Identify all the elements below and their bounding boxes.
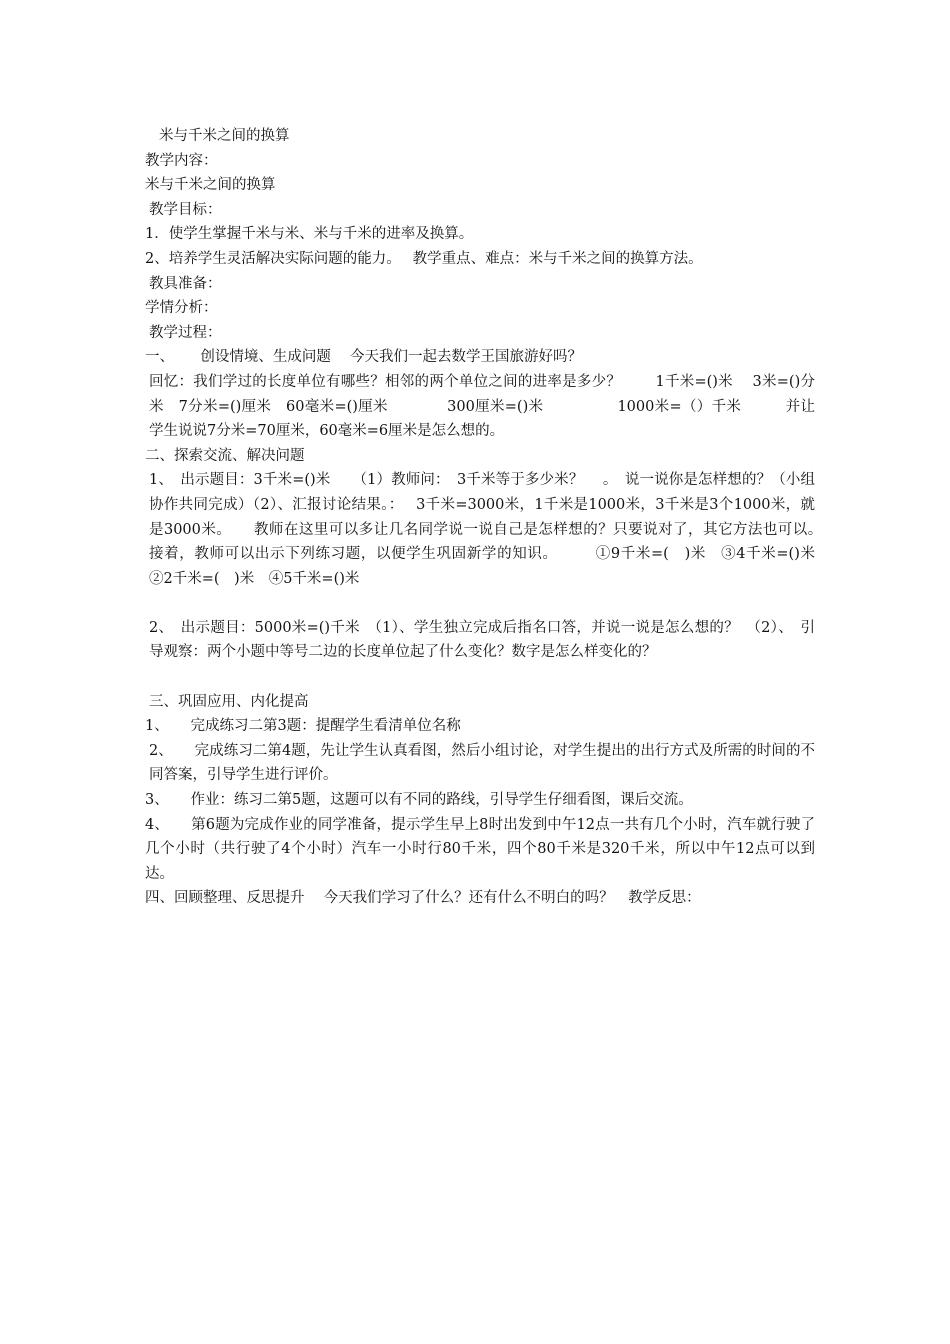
section-2-question-1: 1、 出示题目：3千米=()米 （1）教师问： 3千米等于多少米？ 。 说一说你是怎样想的？（小组协作共同完成）（2）、汇报讨论结果。： 3千米=3000米，1千米是1000米，3千米是3个1000米，就是3000米。 教师在这里可以多让几名同学说一说自己是怎样想的？只要说对了，其它方法也可以。 接着，教师可以出示下列练习题，以便学生巩固新学的知识。 ①9千米=( )米 ③4千米=()米 ②2千米=( )米 ④5千米=()米 bbox=[149, 472, 859, 587]
blank-line bbox=[145, 665, 815, 690]
section-3-item-3: 3、 作业：练习二第5题，这题可以有不同的路线，引导学生仔细看图，课后交流。 bbox=[145, 792, 693, 809]
label-learning-analysis: 学情分析： bbox=[145, 300, 218, 317]
blank-line bbox=[145, 591, 815, 616]
section-3-item-2: 2、 完成练习二第4题，先让学生认真看图，然后小组讨论，对学生提出的出行方式及所需的时间的不同答案，引导学生进行评价。 bbox=[149, 742, 815, 784]
section-3-item-1: 1、 完成练习二第3题：提醒学生看清单位名称 bbox=[145, 718, 461, 735]
teaching-content-text: 米与千米之间的换算 bbox=[145, 177, 276, 194]
document-title: 米与千米之间的换算 bbox=[159, 128, 290, 144]
section-3-heading: 三、巩固应用、内化提高 bbox=[149, 693, 309, 710]
section-4-line: 四、回顾整理、反思提升 今天我们学习了什么？还有什么不明白的吗？ 教学反思： bbox=[145, 890, 701, 907]
label-teaching-aids: 教具准备： bbox=[149, 275, 222, 292]
document-page bbox=[145, 124, 859, 911]
label-teaching-process: 教学过程： bbox=[149, 324, 222, 341]
goal-item-1: 1．使学生掌握千米与米、米与千米的进率及换算。 bbox=[145, 226, 474, 243]
label-teaching-goals: 教学目标： bbox=[149, 201, 222, 218]
review-paragraph: 回忆：我们学过的长度单位有哪些？相邻的两个单位之间的进率是多少？ 1千米=()米 3米=()分米 7分米=()厘米 60毫米=()厘米 300厘米=()米 1000米=（）千米 并让学生说说7分米=70厘米，60毫米=6厘米是怎么想的。 bbox=[149, 373, 815, 440]
section-2-question-2: 2、 出示题目：5000米=()千米 （1）、学生独立完成后指名口答，并说一说是怎么想的？ （2）、 引导观察：两个小题中等号二边的长度单位起了什么变化？数字是怎么样变化的？ bbox=[149, 619, 815, 661]
section-1-heading: 一、 创设情境、生成问题 今天我们一起去数学王国旅游好吗？ bbox=[145, 349, 582, 366]
section-2-heading: 二、探索交流、解决问题 bbox=[145, 447, 305, 464]
goal-item-2: 2、培养学生灵活解决实际问题的能力。 教学重点、难点：米与千米之间的换算方法。 bbox=[145, 250, 703, 267]
section-3-item-4: 4、 第6题为完成作业的同学准备，提示学生早上8时出发到中午12点一共有几个小时，汽车就行驶了几个小时（共行驶了4个小时）汽车一小时行80千米，四个80千米是320千米，所以中午12点可以到达。 bbox=[145, 816, 815, 882]
label-teaching-content: 教学内容： bbox=[145, 152, 218, 169]
